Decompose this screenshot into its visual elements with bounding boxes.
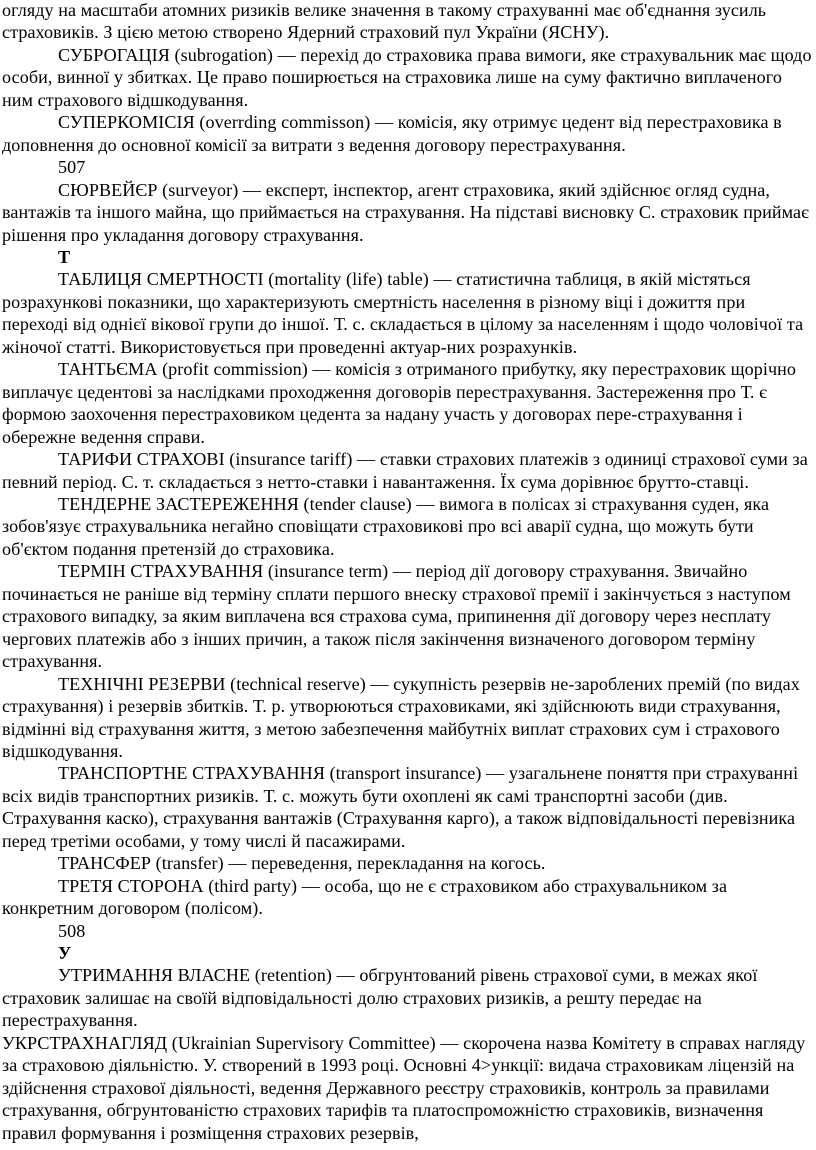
entry-insurance-term: ТЕРМІН СТРАХУВАННЯ (insurance term) — період дії договору страхування. Звичайно починається не раніше від терміну сплати першого внеску страхової премії і закінчується з наступом страхового випадку, за яким виплачена вся страхова сума, припинення дії договору через несплату чергових платежів або з інших причин, а також після закінчення визначеного договором терміну страхування. [2, 561, 791, 672]
entry-mortality-table: ТАБЛИЦЯ СМЕРТНОСТІ (mortality (life) table) — статистична таблиця, в якій містяться розрахункові показники, що характеризують смертність населення в різному віці і дожиття при переході від однієї вікової групи до іншої. Т. с. складається в цілому за населенням і щодо чоловічої та жіночої статті. Використовується при проведенні актуар-них розрахунків. [2, 269, 804, 357]
entry-technical-reserve: ТЕХНІЧНІ РЕЗЕРВИ (technical reserve) — сукупність резервів не-зароблених премій (по видах страхування) і резервів збитків. Т. р. утворюються страховиками, які здійснюють види страхування, відмінні від страхування життя, з метою забезпечення майбутніх виплат страхових сум і страхового відшкодування. [2, 673, 800, 761]
document-page [2, 0, 812, 1144]
entry-tender-clause: ТЕНДЕРНЕ ЗАСТЕРЕЖЕННЯ (tender clause) — вимога в полісах зі страхування суден, яка зобов'язує страхувальника негайно сповіщати страховикові про всі аварії судна, що можуть бути об'єктом подання претензій до страховика. [2, 493, 770, 559]
entry-surveyor: СЮРВЕЙЄР (surveyor) — експерт, інспектор, агент страховика, який здійснює огляд судна, вантажів та іншого майна, що приймається на страхування. На підставі висновку С. страховик приймає рішення про укладання договору страхування. [2, 179, 810, 245]
entry-insurance-tariff: ТАРИФИ СТРАХОВІ (insurance tariff) — ставки страхових платежів з одиниці страхової суми за певний період. С. т. складається з нетто-ставки і навантаження. Їх сума дорівнює брутто-ставці. [2, 449, 808, 492]
paragraph-nuclear-pool-continuation: огляду на масштаби атомних ризиків велике значення в такому страхуванні має об'єднання зусиль страховиків. З цією метою створено Ядерний страховий пул України (ЯСНУ). [2, 0, 767, 43]
entry-supercommission: СУПЕРКОМІСІЯ (overrding commisson) — комісія, яку отримує цедент від перестраховика в доповнення до основної комісії за витрати з ведення договору перестрахування. [2, 112, 782, 155]
entry-profit-commission: ТАНТЬЄМА (profit commission) — комісія з отриманого прибутку, яку перестраховик щорічно виплачує цедентові за наслідками проходження договорів перестрахування. Застереження про Т. є формою заохочення перестраховиком цедента за надану участь у договорах пере-страхування і обережне ведення справи. [2, 359, 797, 447]
entry-retention: УТРИМАННЯ ВЛАСНЕ (retention) — обгрунтований рівень страхової суми, в межах якої страховик залишає на своїй відповідальності долю страхових ризиків, а решту передає на перестрахування. [2, 965, 758, 1031]
section-letter-t: Т [58, 246, 71, 267]
section-letter-u: У [58, 943, 72, 964]
entry-subrogation: СУБРОГАЦІЯ (subrogation) — перехід до страховика права вимоги, яке страхувальник має щодо особи, винної у збитках. Це право поширюється на страховика лише на суму фактично виплаченого ним страхового відшкодування. [2, 44, 812, 110]
entry-transfer: ТРАНСФЕР (transfer) — переведення, перекладання на когось. [58, 853, 546, 874]
entry-transport-insurance: ТРАНСПОРТНЕ СТРАХУВАННЯ (transport insurance) — узагальнене поняття при страхуванні всіх видів транспортних ризиків. Т. с. можуть бути охоплені як самі транспортні засоби (див. Страхування каско), страхування вантажів (Страхування карго), а також відповідальності перевізника перед третіми особами, у тому числі й пасажирами. [2, 763, 799, 851]
entry-third-party: ТРЕТЯ СТОРОНА (third party) — особа, що не є страховиком або страхувальником за конкретним договором (полісом). [2, 875, 728, 919]
entry-ukrstrakhnahliad: УКРСТРАХНАГЛЯД (Ukrainian Supervisory Committee) — скорочена назва Комітету в справах нагляду за страховою діяльністю. У. створений в 1993 році. Основні 4>ункції: видача страховикам ліцензій на здійснення страхової діяльності, ведення Державного реєстру страховиків, контроль за правилами страхування, обгрунтованістю страхових тарифів та платоспроможністю страховиків, визначення правил формування і розміщення страхових резервів, [2, 1032, 806, 1143]
page-number-508: 508 [58, 920, 86, 941]
page-number-507: 507 [58, 157, 86, 178]
